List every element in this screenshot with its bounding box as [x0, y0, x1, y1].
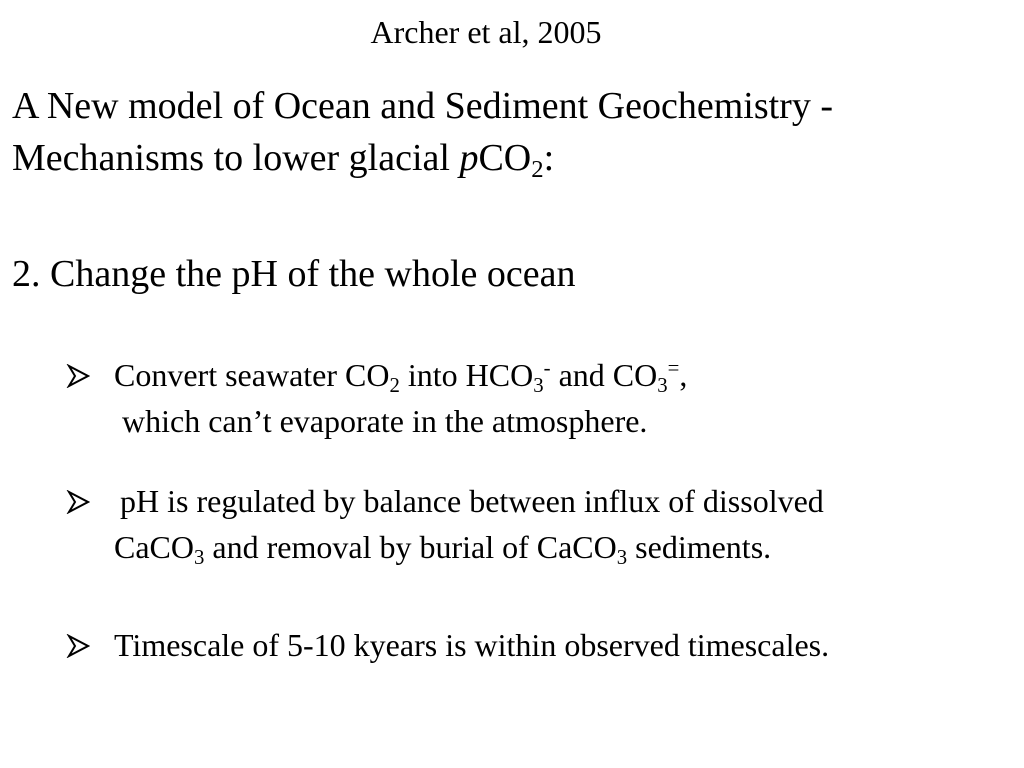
bullet-1-sub-3: 3	[657, 373, 668, 397]
arrow-bullet-icon	[66, 622, 96, 668]
slide-title	[12, 80, 1012, 184]
bullet-2-part-1: CaCO	[114, 529, 194, 565]
title-p-italic: p	[459, 137, 479, 179]
bullet-1-part-4: ,	[679, 357, 688, 393]
bullet-1-sub-1: 2	[389, 373, 400, 397]
title-line-2-prefix: Mechanisms to lower glacial	[12, 137, 460, 179]
bullet-1-part-3: and CO	[550, 357, 658, 393]
bullet-1-line-2: which can’t evaporate in the atmosphere.	[122, 403, 648, 439]
title-sub-2: 2	[531, 155, 544, 183]
bullet-1-sup-2: -	[543, 356, 551, 380]
bullet-3-text: Timescale of 5-10 kyears is within observed timescales.	[114, 627, 830, 663]
bullet-3	[66, 622, 1016, 668]
bullet-2-sub-1: 3	[194, 545, 205, 569]
bullet-1-sub-2: 3	[533, 373, 544, 397]
bullet-2-line-1: pH is regulated by balance between influx of dissolved	[120, 483, 824, 519]
bullet-2-part-3: sediments.	[627, 529, 772, 565]
bullet-1-part-2: into HCO	[399, 357, 534, 393]
bullet-2-sub-2: 3	[616, 545, 628, 569]
numbered-point: 2. Change the pH of the whole ocean	[12, 253, 576, 295]
bullet-2-line-2	[114, 524, 1016, 570]
bullet-1-sup-3: =	[667, 356, 680, 380]
bullet-2	[66, 478, 1016, 570]
arrow-bullet-icon	[66, 352, 96, 398]
title-co: CO	[478, 137, 532, 179]
arrow-bullet-icon	[66, 478, 96, 524]
bullet-2-part-2: and removal by burial of CaCO	[204, 529, 617, 565]
title-colon: :	[543, 137, 555, 179]
title-line-1: A New model of Ocean and Sediment Geochemistry -	[12, 85, 833, 127]
title-line-2	[12, 132, 1012, 184]
bullet-1	[66, 352, 1016, 444]
citation: Archer et al, 2005	[370, 14, 602, 50]
bullet-1-part-1: Convert seawater CO	[114, 357, 390, 393]
bullet-1-line-1	[114, 352, 1016, 398]
